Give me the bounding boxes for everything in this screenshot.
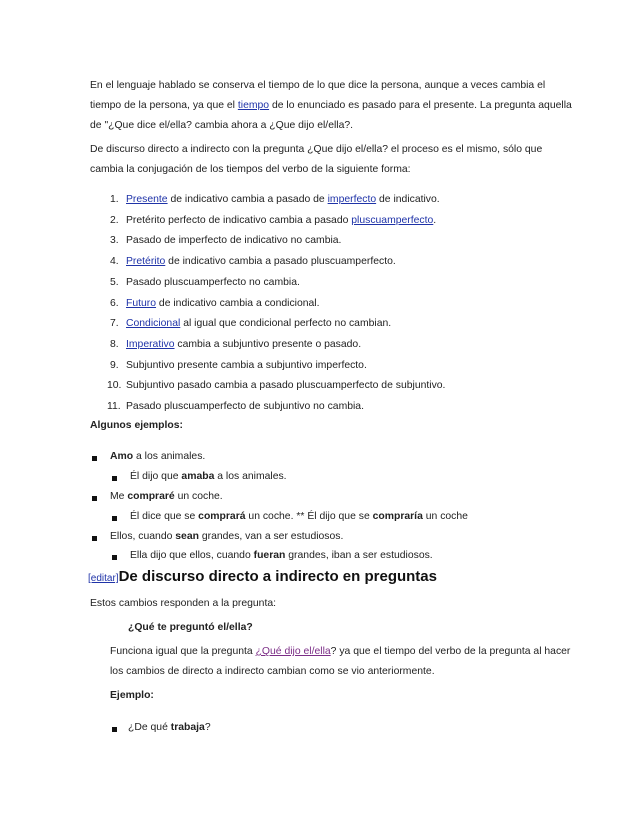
example-1-bold: Amo	[110, 451, 134, 462]
edit-link[interactable]: [editar]	[88, 573, 119, 584]
rule-text-pre: Subjuntivo presente cambia a subjuntivo imperfecto.	[126, 360, 367, 371]
rule-number: 8.	[110, 339, 119, 350]
bullet-icon	[112, 476, 117, 481]
rule-number: 4.	[110, 256, 119, 267]
example-1-text: a los animales.	[133, 451, 206, 462]
rule-item	[126, 214, 436, 228]
rule-item	[126, 276, 300, 290]
rule-number: 10.	[107, 380, 122, 391]
rule-text-mid: .	[433, 215, 437, 226]
rule-text-mid: de indicativo cambia a pasado de	[167, 194, 328, 205]
explain-line-1-pre: Funciona igual que la pregunta	[110, 646, 256, 657]
rule-link[interactable]: Futuro	[126, 298, 157, 309]
rule-text-mid: al igual que condicional perfecto no cambian.	[180, 318, 392, 329]
rule-text-mid: cambia a subjuntivo presente o pasado.	[174, 339, 362, 350]
que-dijo-link[interactable]: ¿Qué dijo el/ella	[255, 646, 331, 657]
example-2-sub-post: un coche	[422, 511, 468, 522]
example-heading: Ejemplo:	[110, 690, 154, 701]
rule-item	[126, 255, 396, 269]
example-3-bold: sean	[175, 531, 199, 542]
example-3-sub-pre: Ella dijo que ellos, cuando	[130, 550, 254, 561]
example-3-text: grandes, van a ser estudiosos.	[198, 531, 344, 542]
example-3-sub	[130, 549, 433, 563]
para2-line-2: cambia la conjugación de los tiempos del verbo de la siguiente forma:	[90, 164, 411, 175]
rule-item	[126, 297, 320, 311]
rule-item	[126, 338, 361, 352]
rule-link[interactable]: Pretérito	[126, 256, 166, 267]
rule-link[interactable]: Condicional	[126, 318, 181, 329]
rule-text-mid: de indicativo cambia a pasado pluscuamperfecto.	[165, 256, 396, 267]
example-2-sub-bold-2: compraría	[372, 511, 423, 522]
explain-line-1-post: ? ya que el tiempo del verbo de la pregunta al hacer	[330, 646, 571, 657]
intro-line-2	[90, 99, 572, 113]
para2-line-1: De discurso directo a indirecto con la pregunta ¿Que dijo el/ella? el proceso es el mismo, sólo que	[90, 144, 543, 155]
rule-number: 7.	[110, 318, 119, 329]
rule-item	[126, 379, 445, 393]
example-1-sub	[130, 470, 287, 484]
rule-text-post: de indicativo.	[376, 194, 440, 205]
tiempo-link[interactable]: tiempo	[237, 100, 270, 111]
example-3-pre: Ellos, cuando	[110, 531, 176, 542]
rule-number: 1.	[110, 194, 119, 205]
example-2-sub-bold: comprará	[198, 511, 246, 522]
example-1	[110, 450, 205, 464]
intro-line-3: de "¿Que dice el/ella? cambia ahora a ¿Que dijo el/ella?.	[90, 120, 354, 131]
bullet-icon	[92, 456, 97, 461]
bullet-icon	[112, 727, 117, 732]
rule-item	[126, 359, 367, 373]
intro-line-2-pre: tiempo de la persona, ya que el	[90, 100, 238, 111]
final-item-pre: ¿De qué	[128, 722, 171, 733]
rule-number: 6.	[110, 298, 119, 309]
rule-text-pre: Pretérito perfecto de indicativo cambia a pasado	[126, 215, 352, 226]
example-2-bold: compraré	[127, 491, 175, 502]
section-heading	[88, 568, 437, 588]
rule-number: 2.	[110, 215, 119, 226]
rule-link[interactable]: imperfecto	[327, 194, 377, 205]
bullet-icon	[112, 555, 117, 560]
example-3	[110, 530, 343, 544]
rule-item	[126, 400, 364, 414]
rule-text-pre: Subjuntivo pasado cambia a pasado pluscuamperfecto de subjuntivo.	[126, 380, 446, 391]
rule-link[interactable]: pluscuamperfecto	[351, 215, 434, 226]
final-item-bold: trabaja	[170, 722, 205, 733]
example-2	[110, 490, 223, 504]
rule-item	[126, 193, 440, 207]
example-2-sub	[130, 510, 468, 524]
rule-text-pre: Pasado pluscuamperfecto de subjuntivo no cambia.	[126, 401, 364, 412]
example-1-sub-post: a los animales.	[214, 471, 287, 482]
rule-link[interactable]: Presente	[126, 194, 168, 205]
question: ¿Qué te preguntó el/ella?	[128, 622, 253, 633]
bullet-icon	[92, 496, 97, 501]
rule-item	[126, 234, 341, 248]
bullet-icon	[92, 536, 97, 541]
example-3-sub-bold: fueran	[253, 550, 286, 561]
example-1-sub-bold: amaba	[181, 471, 215, 482]
rule-number: 3.	[110, 235, 119, 246]
final-item-post: ?	[204, 722, 211, 733]
rule-text-pre: Pasado pluscuamperfecto no cambia.	[126, 277, 300, 288]
bullet-icon	[112, 516, 117, 521]
rule-link[interactable]: Imperativo	[126, 339, 175, 350]
final-item	[128, 721, 211, 735]
examples-heading: Algunos ejemplos:	[90, 420, 183, 431]
rule-text-pre: Pasado de imperfecto de indicativo no cambia.	[126, 235, 342, 246]
intro-line-1: En el lenguaje hablado se conserva el tiempo de lo que dice la persona, aunque a veces cambia el	[90, 80, 546, 91]
rule-number: 9.	[110, 360, 119, 371]
rule-text-mid: de indicativo cambia a condicional.	[156, 298, 320, 309]
example-2-pre: Me	[110, 491, 128, 502]
explain-line-2: los cambios de directo a indirecto cambian como se vio anteriormente.	[110, 666, 435, 677]
example-2-sub-mid: un coche. ** Él dijo que se	[245, 511, 373, 522]
explain-line-1	[110, 645, 570, 659]
section-title: De discurso directo a indirecto en preguntas	[118, 568, 437, 585]
example-3-sub-post: grandes, iban a ser estudiosos.	[285, 550, 433, 561]
rule-item	[126, 317, 391, 331]
example-1-sub-pre: Él dijo que	[130, 471, 182, 482]
section-intro: Estos cambios responden a la pregunta:	[90, 598, 276, 609]
rule-number: 11.	[107, 401, 121, 412]
example-2-sub-pre: Él dice que se	[130, 511, 199, 522]
rule-number: 5.	[110, 277, 119, 288]
intro-line-2-post: de lo enunciado es pasado para el presente. La pregunta aquella	[269, 100, 572, 111]
example-2-text: un coche.	[174, 491, 223, 502]
